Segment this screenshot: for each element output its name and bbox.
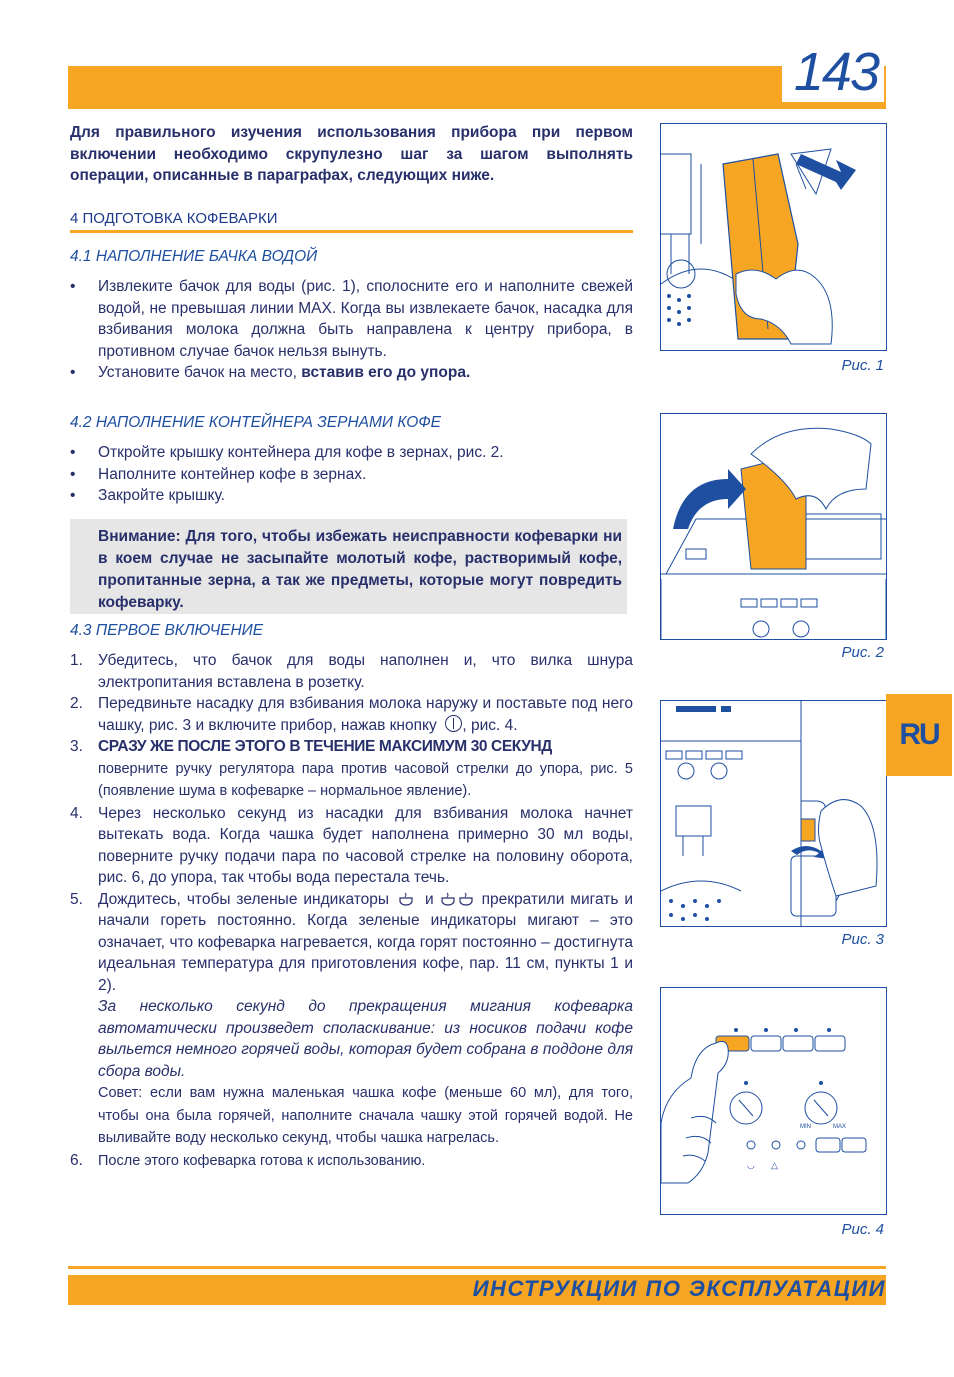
cup-icon: ◡ [747, 1160, 755, 1170]
subheading-4-1: 4.1 НАПОЛНЕНИЕ БАЧКА ВОДОЙ [70, 248, 318, 265]
subheading-4-2: 4.2 НАПОЛНЕНИЕ КОНТЕЙНЕРА ЗЕРНАМИ КОФЕ [70, 414, 442, 431]
two-cups-icon [440, 891, 476, 907]
figure-1-illustration [661, 124, 886, 350]
warning-triangle-icon: △ [771, 1160, 778, 1170]
figure-3-illustration [661, 701, 886, 926]
list-item: • Извлеките бачок для воды (рис. 1), сполосните его и наполните свежей водой, не превышая линии MAX. Когда вы извлекаете бачок, насадка для взбивания молока должна быть направлена к центру прибора, в противном случае бачок нельзя вынуть. [70, 278, 633, 360]
page-number: 143 [782, 42, 884, 102]
list-item: • Закройте крышку. [70, 487, 225, 504]
footer-title: ИНСТРУКЦИИ ПО ЭКСПЛУАТАЦИИ [472, 1276, 886, 1301]
figure-3-caption: Рис. 3 [841, 931, 884, 948]
step-4: 4. Через несколько секунд из насадки для взбивания молока начнет вытекать вода. Когда чашка будет наполнена примерно 30 мл воды, поверните ручку подачи пара по часовой стрелке на половину оборота, рис. 6, до упора, так чтобы вода перестала течь. [70, 804, 633, 886]
language-tab: RU [886, 694, 952, 776]
figure-4-illustration [661, 988, 886, 1214]
list-item: • Установите бачок на место, вставив его до упора. [70, 364, 471, 381]
figure-4-control-panel [660, 987, 887, 1215]
intro-paragraph: Для правильного изучения использования прибора при первом включении необходимо скрупулезно шаг за шагом выполнять операции, описанные в параграфах, следующих ниже. [70, 124, 633, 184]
footer-rule [68, 1266, 886, 1269]
header-bar [68, 66, 886, 109]
figure-1-caption: Рис. 1 [841, 357, 884, 374]
subheading-4-3: 4.3 ПЕРВОЕ ВКЛЮЧЕНИЕ [70, 622, 264, 639]
figure-2-illustration [661, 414, 886, 639]
step-2: 2. Передвиньте насадку для взбивания молока наружу и поставьте под него чашку, рис. 3 и включите прибор, нажав кнопку , рис. 4. [70, 695, 633, 734]
one-cup-icon [395, 891, 419, 907]
step-1: 1. Убедитесь, что бачок для воды наполнен и, что вилка шнура электропитания вставлена в розетку. [70, 652, 633, 691]
max-label: MAX [833, 1124, 847, 1130]
list-4-2 [70, 442, 633, 507]
list-item: • Наполните контейнер кофе в зернах. [70, 465, 367, 483]
figure-1-tank-removal [660, 123, 887, 351]
figure-3-steam-nozzle-cup [660, 700, 887, 927]
list-item: • Откройте крышку контейнера для кофе в зернах, рис. 2. [70, 444, 504, 461]
steps-4-3 [70, 650, 633, 1172]
section-heading-4: 4 ПОДГОТОВКА КОФЕВАРКИ [70, 210, 633, 233]
figure-4-caption: Рис. 4 [841, 1221, 884, 1238]
power-button-icon [445, 715, 462, 732]
warning-text: Внимание: Для того, чтобы избежать неисправности кофеварки ни в коем случае не засыпайте молотый кофе, растворимый кофе, пропитанные зерна, а так же предметы, которые могут повредить кофеварку. [98, 528, 622, 611]
min-label: MIN [800, 1124, 811, 1130]
step-5: 5. Дождитесь, чтобы зеленые индикаторы и прекратили мигать и начали гореть постоянно. Когда зеленые индикаторы мигают – это означает, что кофеварка нагревается, когда горят постоянно – достигнута идеальная температура для приготовления кофе, пар. 11 см, пункты 1 и 2). За несколько секунд до прекращения мигания кофеварка автоматически произведет споласкивание: из носиков подачи кофе выльется немного горячей воды, которая будет собрана в поддоне для сбора воды. Совет: если вам нужна маленькая чашка кофе (меньше 60 мл), для того, чтобы она была горячей, наполните сначала чашку этой горячей водой. Не выливайте воду несколько секунд, чтобы чашка нагрелась. [70, 890, 634, 1146]
list-4-1 [70, 276, 633, 384]
figure-2-bean-container [660, 413, 887, 640]
step-6: 6. После этого кофеварка готова к использованию. [70, 1151, 426, 1169]
figure-2-caption: Рис. 2 [841, 644, 884, 661]
step-3: 3. СРАЗУ ЖЕ ПОСЛЕ ЭТОГО В ТЕЧЕНИЕ МАКСИМУМ 30 СЕКУНД поверните ручку регулятора пара против часовой стрелки до упора, рис. 5 (появление шума в кофеварке – нормальное явление). [70, 738, 633, 799]
